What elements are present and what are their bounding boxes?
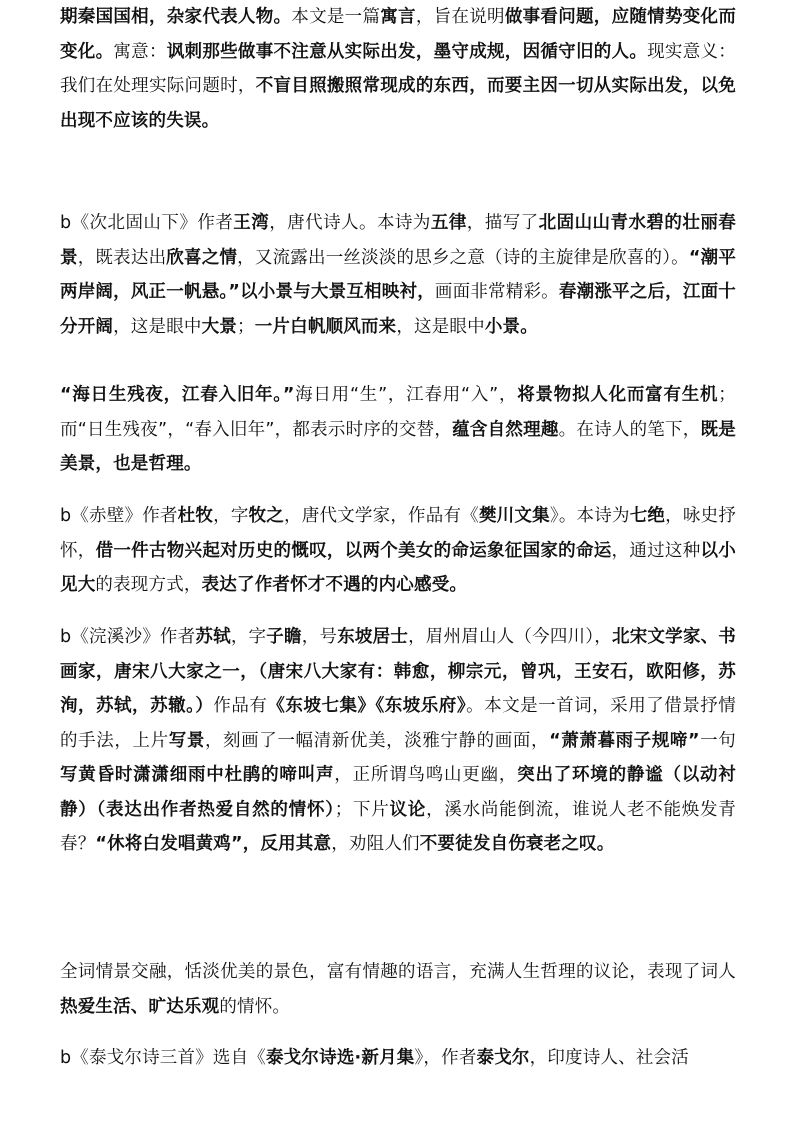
bold-text-run: 将景物拟人化而富有生机 <box>517 385 719 405</box>
bold-text-run: 春潮涨平之后，江面十分开阔 <box>60 282 736 337</box>
text-run: ，字 <box>230 627 267 647</box>
text-run: 海日用“生”，江春用“入”， <box>294 385 518 405</box>
text-run: ，描写了 <box>466 213 539 233</box>
text-run: 。本文是一首词，采用了借景抒情的手法，上片 <box>60 696 736 751</box>
text-run: ，印度诗人、社会活 <box>529 1048 689 1068</box>
bold-text-run: 一片白帆顺风而来 <box>254 316 397 337</box>
text-run: 。在诗人的笔下， <box>558 419 701 440</box>
bold-text-run: 七绝 <box>629 506 666 526</box>
text-run: ，劝阻人们 <box>331 834 420 854</box>
bold-text-run: 借一件古物兴起对历史的慨叹，以两个美女的命运象征国家的命运 <box>95 540 612 561</box>
bold-text-run: 写黄昏时潇潇细雨中杜鹃的啼叫声 <box>60 765 335 785</box>
bold-text-run: 北固山山青水碧的壮丽春景 <box>60 213 736 268</box>
bold-text-run: 苏轼 <box>195 627 231 647</box>
paragraph-ci-beigushan-xia <box>60 206 736 344</box>
paragraph-taigeer-shisanshou <box>60 1041 736 1076</box>
text-run: b《浣溪沙》作者 <box>60 627 196 647</box>
text-run: ； <box>237 316 255 337</box>
text-run: 一句 <box>699 730 736 751</box>
text-run: 的表现方式， <box>95 575 202 595</box>
bold-text-run: 小景。 <box>484 316 538 337</box>
text-run: 》，作者 <box>414 1048 477 1068</box>
text-run: ；而“日生残夜”，“春入旧年”，都表示时序的交替， <box>60 385 736 440</box>
text-run: ，旨在说明 <box>415 7 505 27</box>
bold-text-run: 王湾 <box>233 213 270 233</box>
text-run: 》。本诗为 <box>549 506 630 526</box>
text-run: 寓意： <box>113 41 167 62</box>
bold-text-run: 杜牧 <box>177 506 214 526</box>
text-run: ，这是眼中 <box>396 316 485 337</box>
bold-text-run: 期秦国国相，杂家代表人物。 <box>60 7 292 27</box>
text-run: 现实意义：我们在处理实际问题时， <box>60 41 736 96</box>
bold-text-run: 樊川文集 <box>478 506 550 526</box>
bold-text-run: 大景 <box>201 316 238 337</box>
text-run: ，通过这种 <box>611 540 701 561</box>
bold-text-run: 突出了环境的静谧（以动衬静）（表达出作者热爱自然的情怀） <box>60 765 737 820</box>
text-run: ，眉州眉山人（今四川）， <box>408 627 612 647</box>
bold-text-run: 做事看问题，应随情势变化而变化。 <box>60 7 737 62</box>
text-run: ，又流露出一丝淡淡的思乡之意（诗的主旋律是欣喜的）。 <box>237 247 689 268</box>
bold-text-run: 不要徒发自伤衰老之叹。 <box>419 834 615 854</box>
bold-text-run: 既是美景，也是哲理。 <box>60 419 736 474</box>
bold-text-run: 以小见大 <box>60 540 737 595</box>
paragraph-haiiri-shengcanye <box>60 378 736 482</box>
text-run: ，唐代文学家，作品有《 <box>284 506 479 526</box>
text-run: ，既表达出 <box>77 247 167 268</box>
bold-text-run: 表达了作者怀才不遇的内心感受。 <box>201 575 468 595</box>
text-run: ，正所谓鸟鸣山更幽， <box>334 765 518 785</box>
bold-text-run: 讽刺那些做事不注意从实际出发，墨守成规，因循守旧的人。 <box>166 41 648 62</box>
text-run: b《泰戈尔诗三首》选自《 <box>60 1048 267 1068</box>
bold-text-run: 蕴含自然理趣 <box>452 419 559 440</box>
text-run: ，刻画了一幅清新优美，淡雅宁静的画面， <box>204 730 550 751</box>
text-run: b《次北固山下》作者 <box>60 213 234 233</box>
bold-text-run: 泰戈尔诗选·新月集 <box>266 1048 415 1068</box>
text-run: ；下片 <box>334 799 390 820</box>
paragraph-chibi <box>60 499 736 603</box>
text-run: 的情怀。 <box>219 996 291 1017</box>
text-run: 本文是一篇 <box>291 7 381 27</box>
text-run: 画面非常精彩。 <box>434 282 559 302</box>
text-run: ，号 <box>301 627 338 647</box>
text-run: ，唐代诗人。本诗为 <box>269 213 431 233</box>
paragraph-huanxisha-summary <box>60 955 736 1024</box>
bold-text-run: “潮平两岸阔，风正一帆悬。”以小景与大景互相映衬， <box>60 247 737 302</box>
bold-text-run: 子瞻 <box>266 627 302 647</box>
bold-text-run: 议论 <box>389 799 427 820</box>
bold-text-run: 东坡居士 <box>337 627 409 647</box>
text-run: 作品有 <box>213 696 268 716</box>
bold-text-run: “休将白发唱黄鸡”，反用其意 <box>95 834 332 854</box>
text-run: ，溪水尚能倒流，谁说人老不能焕发青春？ <box>60 799 736 854</box>
text-run: 全词情景交融，恬淡优美的景色，富有情趣的语言，充满人生哲理的议论，表现了词人 <box>60 962 736 982</box>
bold-text-run: 写景 <box>168 730 205 751</box>
bold-text-run: 《东坡七集》《东坡乐府》 <box>267 696 467 716</box>
text-run: ，咏史抒怀， <box>60 506 737 561</box>
bold-text-run: 牧之 <box>248 506 285 526</box>
text-run: ，字 <box>213 506 249 526</box>
bold-text-run: “海日生残夜，江春入旧年。” <box>60 385 295 405</box>
paragraph-lvshi-chunqiu-summary <box>60 0 736 138</box>
bold-text-run: “萧萧暮雨子规啼” <box>549 730 700 751</box>
bold-text-run: 五律 <box>430 213 467 233</box>
text-run: b《赤壁》作者 <box>60 506 178 526</box>
bold-text-run: 寓言 <box>380 7 416 27</box>
bold-text-run: 不盲目照搬照常现成的东西，而要主因一切从实际出发，以免出现不应该的失误。 <box>60 76 736 131</box>
text-run: ，这是眼中 <box>113 316 202 337</box>
bold-text-run: 北宋文学家、书画家，唐宋八大家之一，（唐宋八大家有：韩愈，柳宗元，曾巩，王安石，欧阳修，苏洵，苏轼，苏辙。） <box>60 627 737 716</box>
paragraph-huanxisha <box>60 620 736 862</box>
bold-text-run: 欣喜之情 <box>166 247 238 268</box>
bold-text-run: 泰戈尔 <box>476 1048 530 1068</box>
bold-text-run: 热爱生活、旷达乐观 <box>60 996 220 1017</box>
